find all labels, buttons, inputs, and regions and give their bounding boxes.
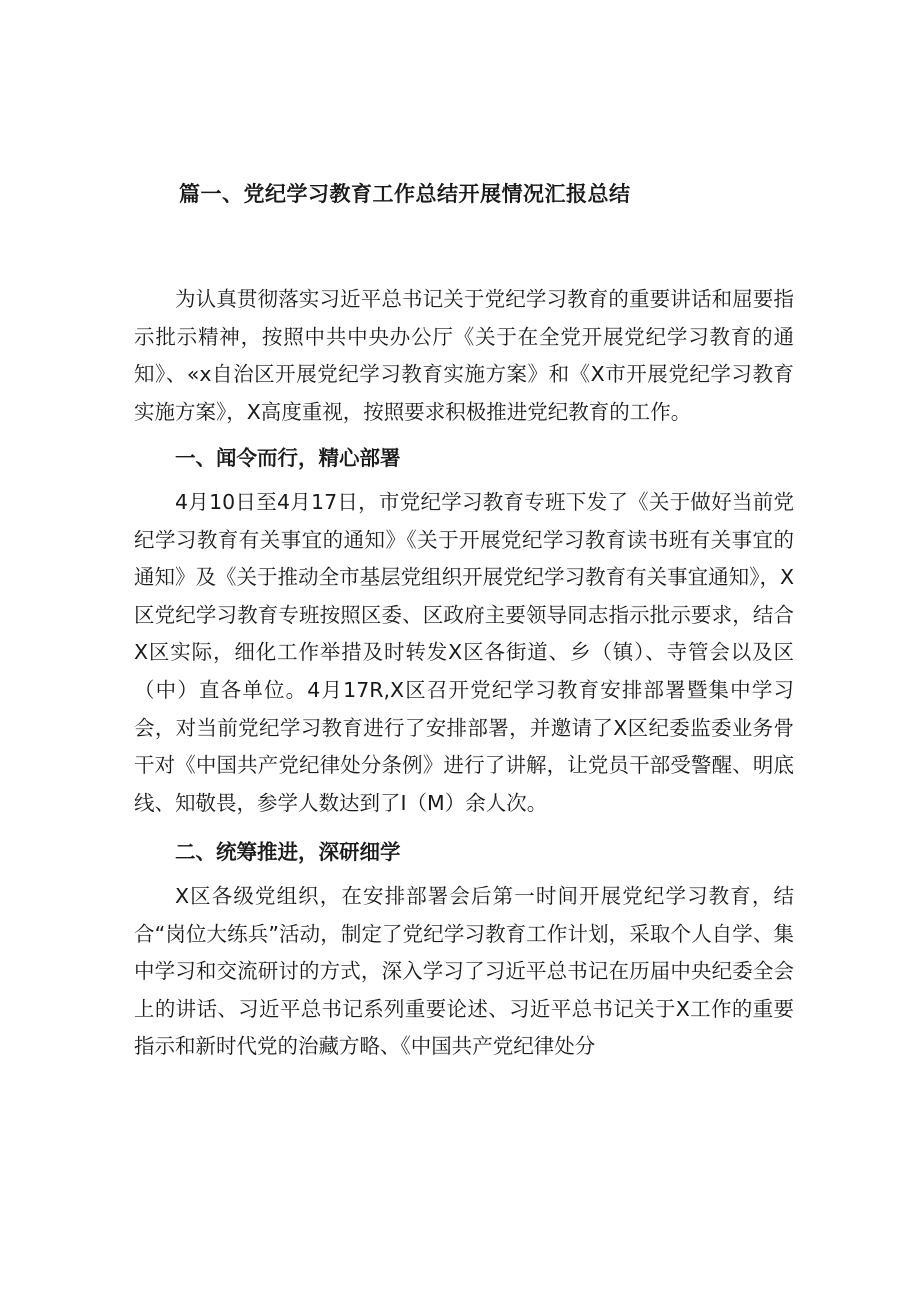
intro-paragraph: 为认真贯彻落实习近平总书记关于党纪学习教育的重要讲话和屈要指示批示精神，按照中共中央办公厅《关于在全党开展党纪学习教育的通知》、«x自治区开展党纪学习教育实施方案》和《X市开展党纪学习教育实施方案》，X高度重视，按照要求积极推进党纪教育的工作。	[134, 287, 794, 424]
section-2-paragraph: X区各级党组织，在安排部署会后第一时间开展党纪学习教育，结合“岗位大练兵”活动，制定了党纪学习教育工作计划，采取个人自学、集中学习和交流研讨的方式，深入学习了习近平总书记在历届中央纪委全会上的讲话、习近平总书记系列重要论述、习近平总书记关于X工作的重要指示和新时代党的治藏方略、《中国共产党纪律处分	[134, 883, 794, 1059]
document-title: 篇一、党纪学习教育工作总结开展情况汇报总结	[179, 182, 631, 206]
section-2-heading: 二、统筹推进，深研细学	[175, 840, 401, 865]
section-1-heading: 一、闻令而行，精心部署	[175, 446, 401, 471]
section-1-paragraph: 4月10日至4月17日，市党纪学习教育专班下发了《关于做好当前党纪学习教育有关事宜的通知》《关于开展党纪学习教育读书班有关事宜的通知》及《关于推动全市基层党组织开展党纪学习教育有关事宜通知》，X区党纪学习教育专班按照区委、区政府主要领导同志指示批示要求，结合X区实际，细化工作举措及时转发X区各街道、乡（镇）、寺管会以及区（中）直各单位。4月17R,X区召开党纪学习教育安排部署暨集中学习会，对当前党纪学习教育进行了安排部署，并邀请了X区纪委监委业务骨干对《中国共产党纪律处分条例》进行了讲解，让党员干部受警醒、明底线、知敬畏，参学人数达到了I（M）余人次。	[134, 489, 794, 815]
document-body	[134, 281, 794, 1066]
